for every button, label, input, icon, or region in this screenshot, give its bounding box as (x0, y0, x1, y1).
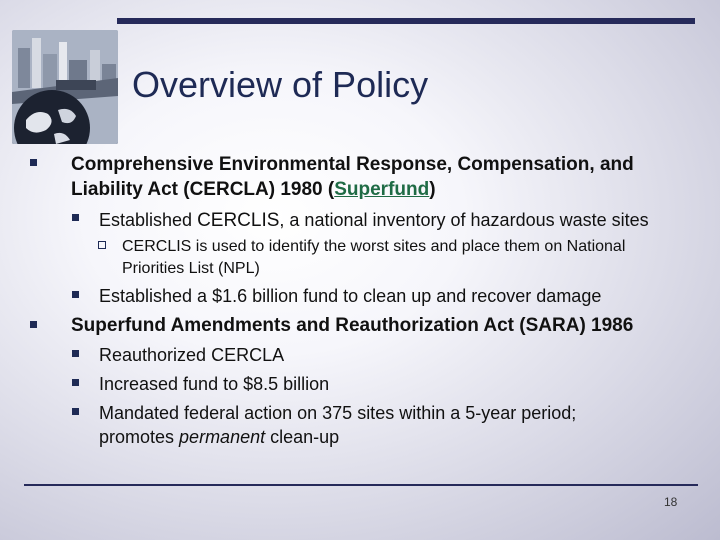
corner-collage-image (12, 30, 118, 144)
mandated-pre: promotes (99, 427, 180, 447)
superfund-link[interactable]: Superfund (334, 179, 430, 200)
mandated-emphasis: permanent (179, 427, 266, 447)
page-number: 18 (664, 495, 678, 509)
bullet-reauthorized: Reauthorized CERCLA (99, 345, 285, 365)
bullet-increased: Increased fund to $8.5 billion (99, 374, 330, 394)
square-bullet-icon (72, 350, 79, 357)
bullet-fund: Established a $1.6 billion fund to clean up and recover damage (99, 286, 602, 306)
bullet-mandated-line1: Mandated federal action on 375 sites within a 5-year period; (99, 403, 577, 423)
square-bullet-icon (30, 321, 37, 328)
cercla-label: Liability Act (CERCLA) 1980 ( (71, 179, 335, 200)
square-bullet-icon (30, 159, 37, 166)
bullet-sara: Superfund Amendments and Reauthorization Act (SARA) 1986 (71, 315, 634, 336)
hollow-square-bullet-icon (98, 241, 106, 249)
cercla-close-paren: ) (429, 179, 436, 200)
top-rule (117, 18, 695, 24)
cerclis-pre: Established (99, 210, 198, 230)
bullet-npl-line1: CERCLIS is used to identify the worst sites and place them on National (122, 238, 626, 255)
bullet-npl-line2: Priorities List (NPL) (122, 260, 260, 277)
bullet-cerclis (99, 209, 649, 232)
cerclis-term: CERCLIS (197, 210, 280, 231)
square-bullet-icon (72, 291, 79, 298)
slide-title: Overview of Policy (132, 64, 429, 105)
square-bullet-icon (72, 214, 79, 221)
square-bullet-icon (72, 379, 79, 386)
bullet-cercla-line1: Comprehensive Environmental Response, Compensation, and (71, 154, 634, 175)
cerclis-post: , a national inventory of hazardous waste sites (279, 210, 649, 230)
bullet-mandated-line2 (99, 426, 339, 448)
bullet-cercla-line2 (71, 179, 436, 201)
bottom-rule (24, 484, 698, 486)
square-bullet-icon (72, 408, 79, 415)
mandated-post: clean-up (265, 427, 340, 447)
